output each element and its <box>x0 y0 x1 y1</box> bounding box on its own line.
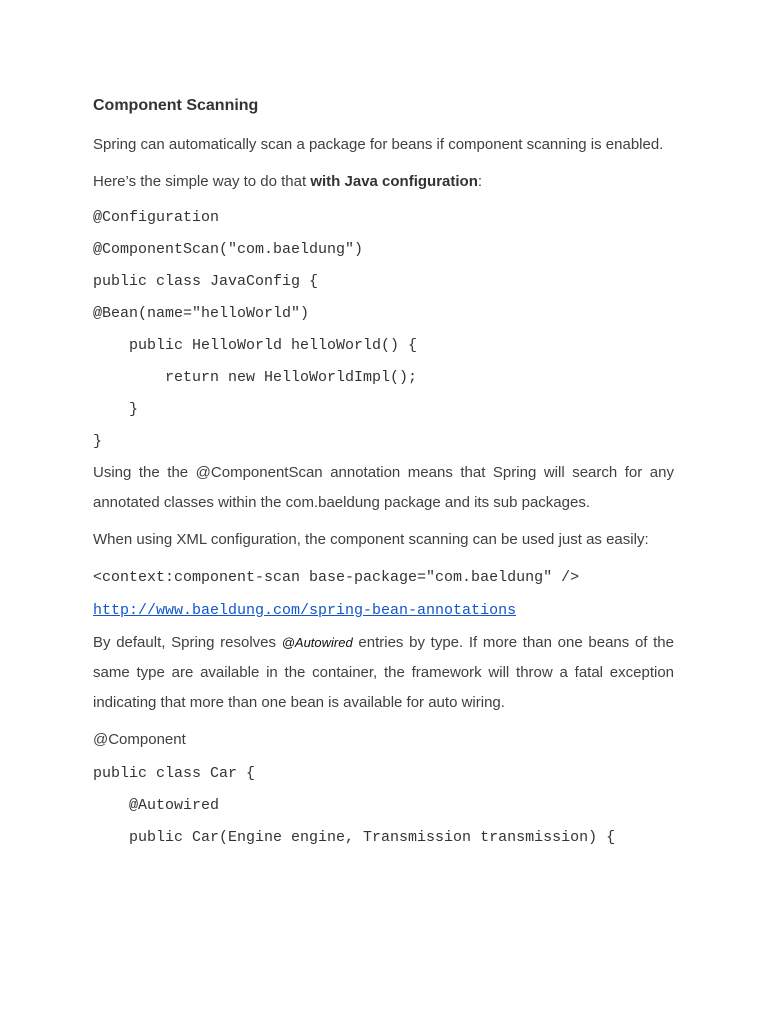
code-line: public HelloWorld helloWorld() { <box>93 337 418 354</box>
code-line: public class JavaConfig { <box>93 273 319 290</box>
java-config-paragraph <box>93 167 674 197</box>
autowired-default-paragraph <box>93 628 674 718</box>
section-heading: Component Scanning <box>93 97 259 114</box>
java-config-bold: with Java configuration <box>310 173 478 190</box>
bean-annotations-link[interactable]: http://www.baeldung.com/spring-bean-annotations <box>93 602 517 619</box>
intro-paragraph: Spring can automatically scan a package for beans if component scanning is enabled. <box>93 136 664 153</box>
code-line: public Car(Engine engine, Transmission transmission) { <box>93 829 616 846</box>
xml-code-line: <context:component-scan base-package="com.baeldung" /> <box>93 569 580 586</box>
code-block-java-config <box>93 202 674 458</box>
java-config-suffix: : <box>477 173 483 190</box>
component-annotation-line: @Component <box>93 731 186 748</box>
code-line: public class Car { <box>93 765 256 782</box>
code-line: @Autowired <box>93 797 220 814</box>
xml-config-paragraph: When using XML configuration, the component scanning can be used just as easily: <box>93 531 649 548</box>
code-line: } <box>93 433 103 450</box>
autowired-prefix: By default, Spring resolves <box>93 634 282 651</box>
code-line: @ComponentScan("com.baeldung") <box>93 241 364 258</box>
component-scan-explanation: Using the the @ComponentScan annotation means that Spring will search for any annotated classes within the com.baeldung package and its sub packages. <box>93 464 674 511</box>
autowired-italic: @Autowired <box>281 635 353 650</box>
code-line: @Bean(name="helloWorld") <box>93 305 310 322</box>
autowired-suffix: entries by type. If more than one beans of the same type are available in the container, the framework will throw a fatal exception indicating that more than one bean is available for auto wiring. <box>93 634 674 711</box>
document-page <box>93 94 674 854</box>
code-line: } <box>93 401 139 418</box>
java-config-prefix: Here’s the simple way to do that <box>93 173 311 190</box>
code-line: @Configuration <box>93 209 220 226</box>
code-block-car <box>93 758 674 854</box>
code-line: return new HelloWorldImpl(); <box>93 369 418 386</box>
